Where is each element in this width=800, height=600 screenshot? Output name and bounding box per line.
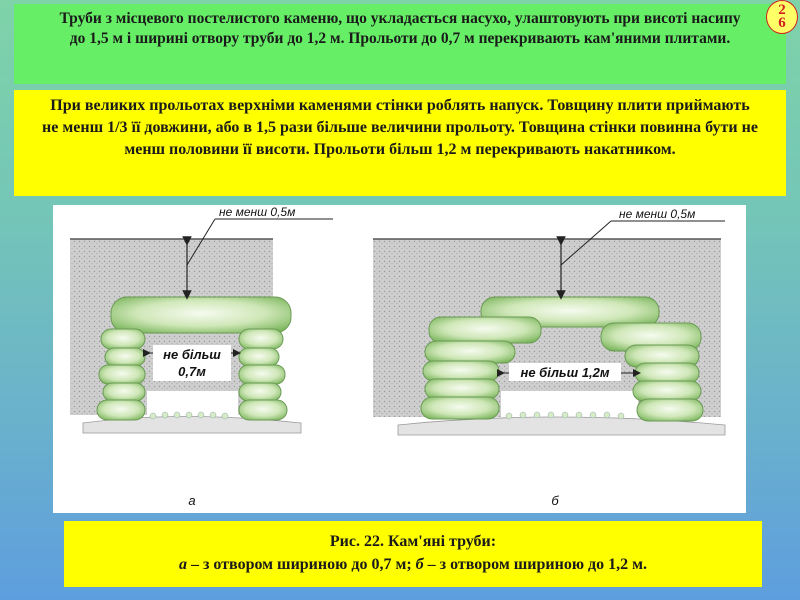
culvert-a (70, 205, 333, 508)
right-wall-a (239, 329, 287, 420)
caption-letter-a: а (178, 556, 187, 573)
left-wall-a (97, 329, 145, 420)
detail-text-box (14, 90, 786, 196)
detail-paragraph: При великих прольотах верхніми каменями стінки роблять напуск. Товщину плити приймають не менш 1/3 її довжини, або в 1,5 рази більше величини прольоту. Товщина стінки повинна бути не менш половини її висоти. Прольоти більш 1,2 м перекривають накатником. (42, 97, 758, 158)
cover-label-a: не менш 0,5м (219, 205, 296, 219)
caption-text-a: – з отвором шириною до 0,7 м; (186, 556, 416, 573)
caption-title: Рис. 22. Кам'яні труби: (329, 533, 497, 550)
caption-letter-b: б (415, 556, 424, 573)
culvert-drawing (53, 205, 746, 513)
slide-number-digit-2: 6 (778, 15, 786, 31)
caption-line (64, 553, 762, 576)
span-label-a-line2: 0,7м (178, 364, 206, 379)
slide-number-digit-1: 2 (778, 2, 786, 18)
culvert-b (373, 207, 725, 508)
caption-text-b: – з отвором шириною до 1,2 м. (423, 556, 648, 573)
slide-number-badge (766, 0, 798, 34)
span-label-b: не більш 1,2м (520, 365, 610, 380)
cover-slab-a (111, 297, 291, 333)
figure-sublabel-b: б (551, 493, 559, 508)
figure-sublabel-a: а (188, 493, 196, 508)
cover-label-b: не менш 0,5м (619, 207, 696, 221)
span-label-a-line1: не більш (163, 347, 221, 362)
stone-culverts-figure (53, 205, 746, 513)
intro-paragraph: Труби з місцевого постелистого каменю, що укладається насухо, улаштовують при висоті насипу до 1,5 м і ширині отвору труби до 1,2 м. Прольоти до 0,7 м перекривають кам'яними плитами. (59, 10, 741, 47)
intro-text-box (14, 4, 786, 84)
figure-caption-box (64, 521, 762, 587)
